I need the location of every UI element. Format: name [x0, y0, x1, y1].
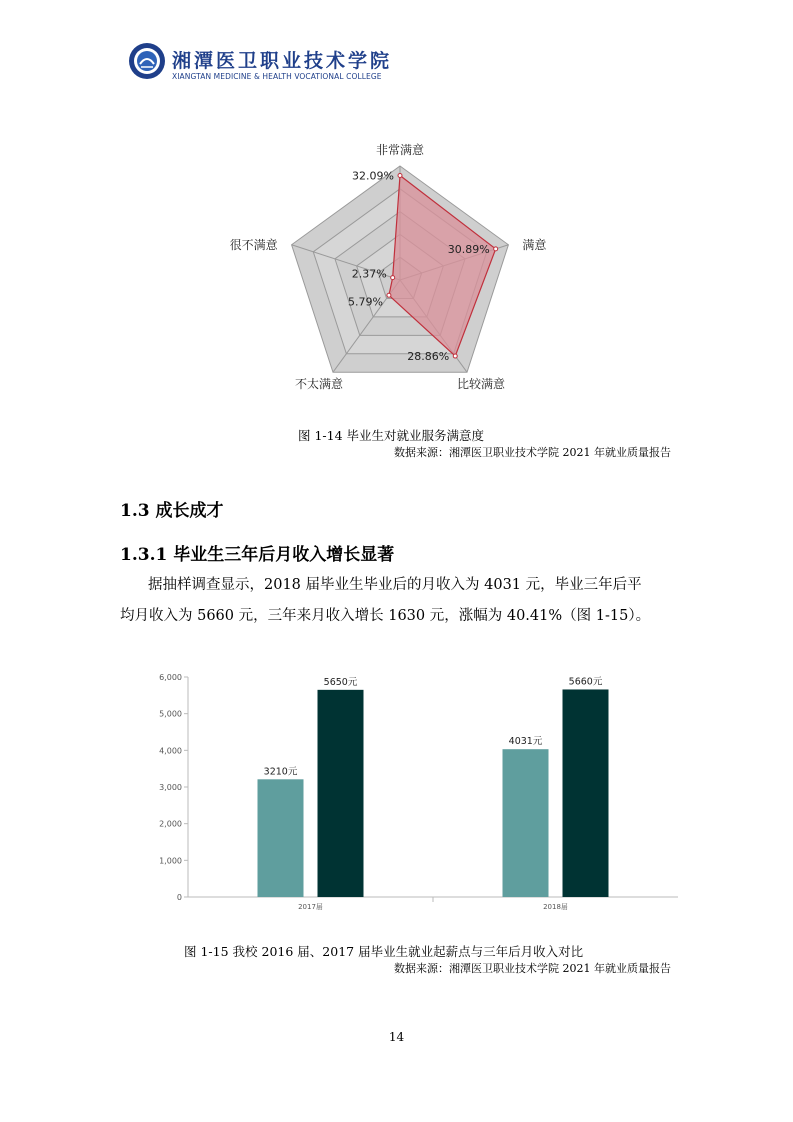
y-tick-label: 2,000	[159, 819, 182, 829]
figure-1-14-caption: 图 1-14 毕业生对就业服务满意度	[298, 428, 485, 443]
radar-value-label: 28.86%	[407, 350, 450, 364]
bar	[258, 779, 304, 897]
radar-value-label: 32.09%	[352, 169, 394, 183]
radar-value-label: 5.79%	[347, 295, 383, 309]
college-name-cn: 湘潭医卫职业技术学院	[172, 50, 393, 72]
figure-1-15-caption: 图 1-15 我校 2016 届、2017 届毕业生就业起薪点与三年后月收入对比	[184, 944, 584, 959]
paragraph-line-2: 均月收入为 5660 元，三年来月收入增长 1630 元，涨幅为 40.41%（图 1-15）。	[120, 608, 651, 624]
y-tick-label: 1,000	[159, 856, 182, 866]
radar-axis-label: 非常满意	[375, 143, 425, 157]
paragraph-line-1: 据抽样调查显示，2018 届毕业生毕业后的月收入为 4031 元，毕业三年后平	[148, 577, 642, 593]
y-tick-label: 6,000	[159, 673, 182, 682]
bar	[503, 749, 549, 897]
y-tick-label: 0	[176, 893, 182, 902]
x-category-label: 2018届	[543, 903, 568, 911]
section-heading-1-3-1: 1.3.1 毕业生三年后月收入增长显著	[120, 545, 395, 565]
radar-point	[387, 293, 391, 297]
section-heading-1-3: 1.3 成长成才	[120, 501, 224, 521]
radar-axis-label: 比较满意	[456, 377, 506, 392]
radar-point	[494, 247, 498, 251]
bar-data-label: 4031元	[508, 736, 543, 748]
radar-value-label: 30.89%	[447, 242, 490, 256]
page-number: 14	[388, 1030, 405, 1044]
college-logo	[128, 42, 166, 80]
bar-data-label: 3210元	[263, 766, 298, 778]
radar-value-label: 2.37%	[351, 267, 387, 281]
y-tick-label: 4,000	[159, 746, 182, 756]
x-category-label: 2017届	[298, 903, 323, 911]
bar-chart	[150, 665, 690, 920]
x-axis-category-labels	[298, 902, 568, 911]
college-name-en: XIANGTAN MEDICINE & HEALTH VOCATIONAL COLLEGE	[172, 72, 382, 81]
bar	[318, 690, 364, 897]
figure-1-14-source: 数据来源：湘潭医卫职业技术学院 2021 年就业质量报告	[394, 446, 671, 459]
y-tick-label: 3,000	[159, 783, 182, 792]
radar-axis-label: 很不满意	[229, 237, 278, 252]
radar-point	[398, 173, 402, 177]
bar-data-label: 5660元	[568, 676, 603, 688]
bar-data-label: 5650元	[323, 676, 358, 688]
radar-point	[391, 276, 395, 280]
radar-axis-label: 满意	[522, 237, 547, 252]
bar	[563, 689, 609, 897]
y-tick-label: 5,000	[159, 709, 182, 719]
radar-axis-label: 不太满意	[294, 377, 344, 392]
bars	[258, 689, 609, 897]
radar-point	[453, 354, 457, 358]
figure-1-15-source: 数据来源：湘潭医卫职业技术学院 2021 年就业质量报告	[394, 962, 671, 975]
bar-data-labels	[264, 676, 603, 777]
radar-chart	[150, 100, 650, 420]
